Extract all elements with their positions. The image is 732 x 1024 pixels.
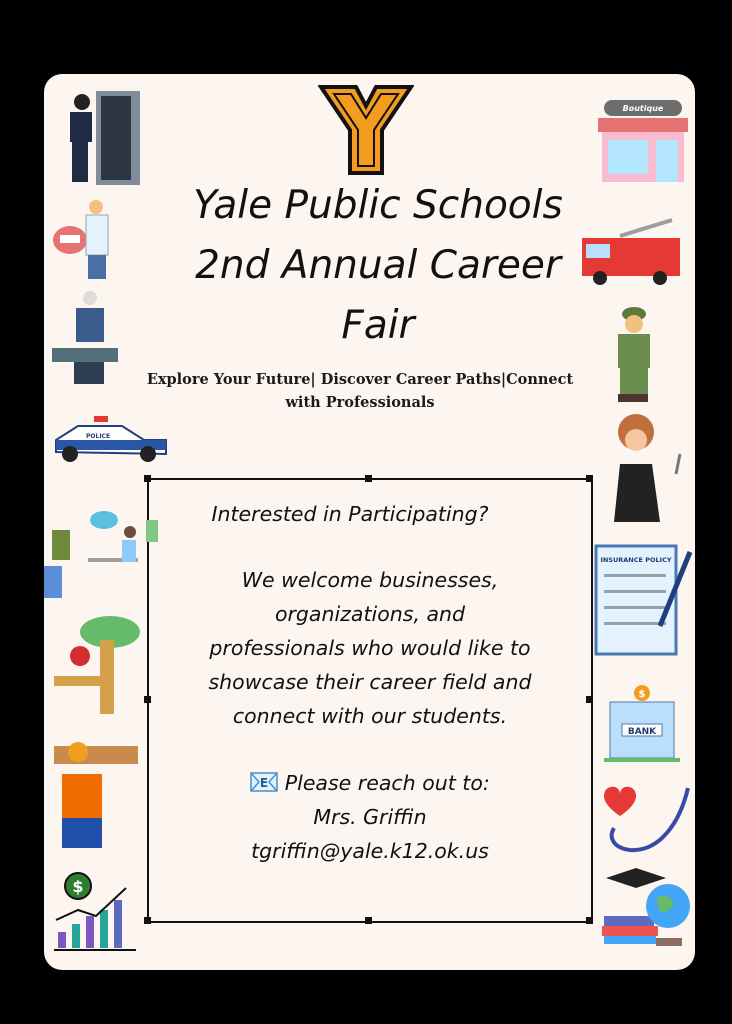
fire-truck-illustration [580,218,682,286]
title-line-3: Fair [341,303,415,348]
svg-text:$: $ [72,877,84,896]
contact-label: Please reach out to: [284,771,490,795]
education-illustration [600,866,692,952]
box-heading: Interested in Participating? [211,502,489,526]
bank-illustration [602,684,682,764]
subtitle [140,368,580,414]
bank-label: BANK [627,727,657,737]
electrician-illustration [56,88,146,188]
envelope-icon [250,772,278,792]
resize-handle [144,917,151,924]
arborist-illustration [50,614,140,716]
construction-worker-illustration [52,738,140,858]
hairdresser-illustration [596,414,686,524]
box-body [150,563,590,733]
resize-handle [144,475,151,482]
police-label: POLICE [86,433,111,440]
body-line: organizations, and [274,602,466,626]
boutique-sign: Boutique [622,104,664,113]
contact-email[interactable]: tgriffin@yale.k12.ok.us [251,839,489,863]
contact-name: Mrs. Griffin [313,805,427,829]
firefighter-illustration [50,290,125,390]
resize-handle [586,917,593,924]
subtitle-line-2: with Professionals [285,394,435,411]
insurance-policy-illustration [594,544,694,656]
resize-handle [586,475,593,482]
title-line-2: 2nd Annual Career [195,243,561,288]
svg-text:E: E [260,776,269,790]
finance-chart-illustration [52,870,138,952]
stethoscope-illustration [600,782,692,858]
title-line-1: Yale Public Schools [193,183,563,228]
body-line: professionals who would like to [209,636,531,660]
insurance-label: INSURANCE POLICY [600,556,672,564]
page-title [150,176,606,356]
resize-handle [365,917,372,924]
dentist-illustration [52,195,127,285]
police-car-illustration [52,412,170,467]
yale-logo [318,84,414,176]
svg-text:$: $ [638,689,646,700]
contact-block [150,766,590,868]
contact-line [150,766,590,800]
subtitle-line-1: Explore Your Future| Discover Career Paths|Connect [146,371,574,388]
resize-handle [365,475,372,482]
body-line: showcase their career field and [208,670,532,694]
travel-agent-illustration [44,508,162,603]
body-line: We welcome businesses, [241,568,499,592]
body-line: connect with our students. [232,704,508,728]
soldier-illustration [604,304,662,406]
boutique-illustration [596,92,690,186]
